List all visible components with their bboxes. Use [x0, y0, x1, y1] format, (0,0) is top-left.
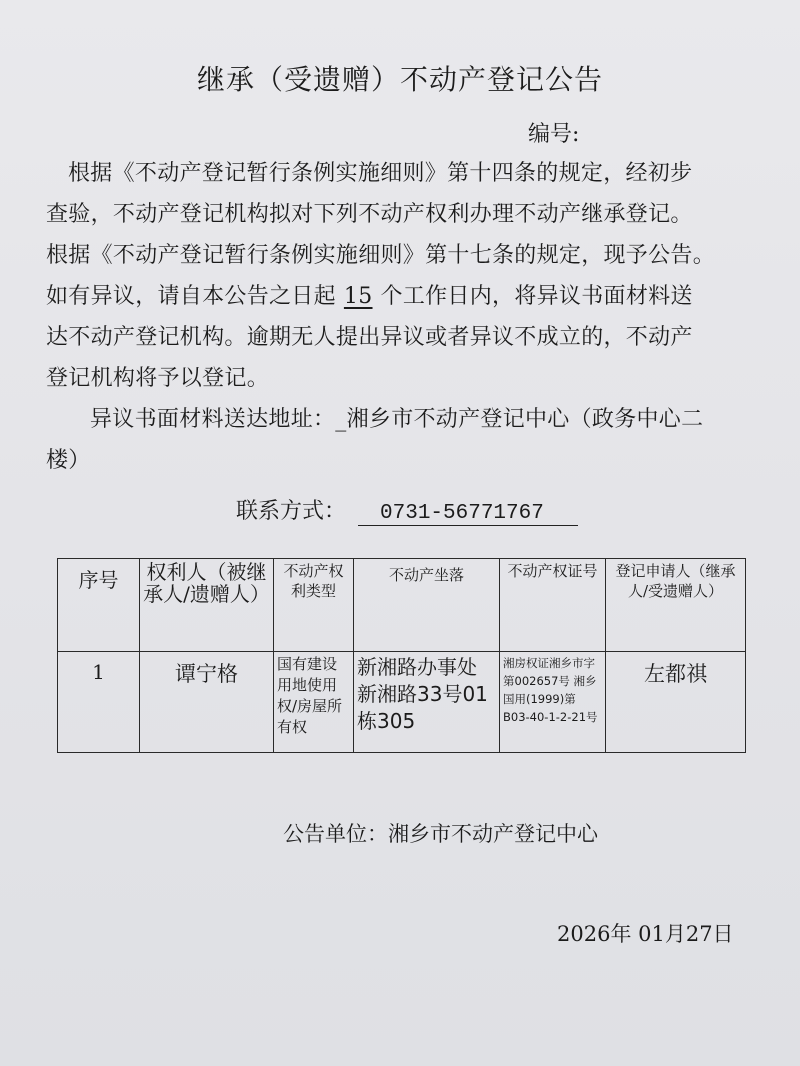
registration-table [57, 558, 746, 753]
header-type: 不动产权利类型 [274, 559, 354, 652]
body-line-1: 根据《不动产登记暂行条例实施细则》第十四条的规定，经初步 [68, 161, 693, 186]
objection-days: 15 [343, 284, 373, 309]
cell-holder: 谭宁格 [140, 652, 274, 753]
contact-phone: 0731-56771767 [358, 502, 578, 526]
contact-line [236, 494, 578, 526]
cell-type: 国有建设用地使用权/房屋所有权 [274, 652, 354, 753]
header-no: 序号 [58, 559, 140, 652]
cell-applicant: 左都祺 [606, 652, 746, 753]
table-header-row [58, 559, 746, 652]
header-cert: 不动产权证号 [500, 559, 606, 652]
cell-no: 1 [58, 652, 140, 753]
body-line-2: 查验，不动产登记机构拟对下列不动产权利办理不动产继承登记。 [46, 202, 693, 227]
header-location: 不动产坐落 [354, 559, 500, 652]
header-applicant: 登记申请人（继承人/受遗赠人） [606, 559, 746, 652]
contact-label: 联系方式： [236, 499, 347, 524]
notice-date: 2026年 01月27日 [557, 922, 734, 946]
header-holder: 权利人（被继承人/遗赠人） [140, 559, 274, 652]
cell-location: 新湘路办事处新湘路33号01栋305 [354, 652, 500, 753]
notice-title: 继承（受遗赠）不动产登记公告 [196, 63, 603, 96]
table-row [58, 652, 746, 753]
body-line-4 [46, 276, 756, 317]
body-line-4-suffix: 个工作日内，将异议书面材料送 [380, 284, 693, 309]
body-line-5: 达不动产登记机构。逾期无人提出异议或者异议不成立的，不动产 [46, 325, 693, 350]
address-line-1: 异议书面材料送达地址：_湘乡市不动产登记中心（政务中心二 [90, 407, 704, 432]
body-line-6: 登记机构将予以登记。 [46, 366, 270, 391]
body-line-3: 根据《不动产登记暂行条例实施细则》第十七条的规定，现予公告。 [46, 243, 716, 268]
serial-number-label: 编号: [528, 122, 580, 147]
notice-body [46, 153, 756, 481]
issuer-line: 公告单位：湘乡市不动产登记中心 [283, 822, 598, 846]
body-line-4-prefix: 如有异议，请自本公告之日起 [46, 284, 336, 309]
address-line-2: 楼） [46, 448, 91, 473]
cell-cert: 湘房权证湘乡市字第002657号 湘乡国用(1999)第B03-40-1-2-21号 [500, 652, 606, 753]
